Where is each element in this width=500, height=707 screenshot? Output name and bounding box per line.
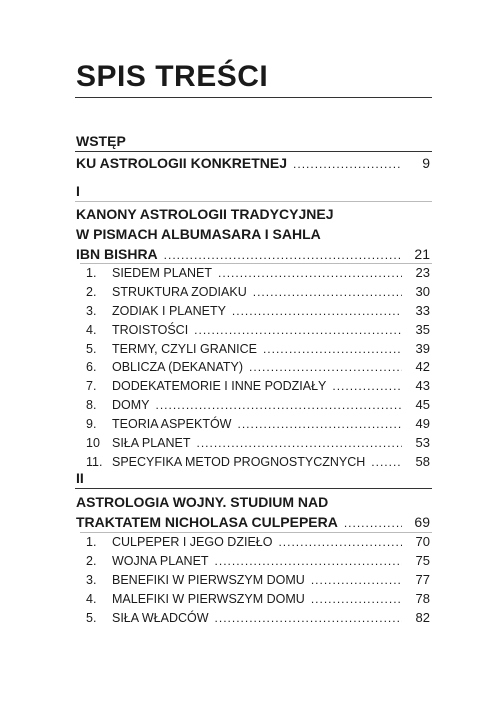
part1-entries: [86, 265, 430, 473]
leader-dots: [164, 245, 402, 265]
intro-label: WSTĘP: [76, 133, 126, 149]
part1-heading-line-3: IBN BISHRA: [76, 246, 158, 262]
entry-title: ZODIAK I PLANETY: [112, 303, 226, 318]
entry-title: TROISTOŚCI: [112, 322, 189, 337]
leader-dots: [371, 455, 402, 469]
page-title: SPIS TREŚCI: [76, 60, 269, 93]
leader-dots: [237, 417, 402, 431]
entry-page-number: 75: [415, 552, 430, 568]
entry-number: 2.: [86, 553, 97, 568]
leader-dots: [194, 323, 402, 337]
entry-number: 4.: [86, 591, 97, 606]
leader-dots: [332, 379, 402, 393]
toc-entry: [86, 553, 430, 572]
entry-number: 1.: [86, 535, 97, 549]
toc-entry: [86, 265, 430, 284]
toc-entry: [86, 359, 430, 378]
leader-dots: [263, 342, 402, 356]
entry-number: 5.: [86, 610, 97, 625]
leader-dots: [218, 266, 402, 280]
entry-page-number: 82: [415, 609, 430, 625]
leader-dots: [278, 535, 402, 549]
toc-entry: [86, 572, 430, 591]
leader-dots: [253, 285, 402, 299]
entry-page-number: 35: [415, 321, 430, 337]
entry-number: 7.: [86, 379, 97, 394]
entry-number: 10: [86, 436, 100, 451]
part2-heading: [76, 492, 430, 533]
leader-dots: [311, 573, 402, 587]
toc-entry: [86, 397, 430, 416]
entry-page-number: 39: [415, 340, 430, 356]
intro-heading-text: KU ASTROLOGII KONKRETNEJ: [76, 155, 288, 171]
entry-page-number: 43: [415, 378, 430, 394]
entry-number: 3.: [86, 572, 97, 587]
entry-title: DODEKATEMORIE I INNE PODZIAŁY: [112, 379, 327, 394]
part2-page-number: 69: [414, 514, 430, 530]
leader-dots: [249, 360, 402, 374]
part1-heading-rule: [80, 263, 432, 264]
toc-entry: [86, 610, 430, 629]
leader-dots: [156, 398, 403, 412]
toc-entry: [86, 454, 430, 473]
entry-page-number: 45: [415, 397, 430, 413]
leader-dots: [215, 611, 402, 625]
entry-title: SPECYFIKA METOD PROGNOSTYCZNYCH: [112, 454, 366, 469]
intro-rule: [75, 151, 432, 152]
toc-entry: [86, 534, 430, 553]
entry-title: CULPEPER I JEGO DZIEŁO: [112, 535, 273, 549]
entry-title: SIEDEM PLANET: [112, 266, 213, 280]
leader-dots: [215, 554, 402, 568]
part2-rule: [75, 488, 432, 489]
entry-title: DOMY: [112, 398, 150, 413]
entry-number: 1.: [86, 266, 97, 280]
entry-number: 9.: [86, 417, 97, 432]
leader-dots: [232, 304, 402, 318]
toc-entry: [86, 435, 430, 454]
entry-page-number: 53: [415, 435, 430, 451]
leader-dots: [293, 154, 402, 174]
part1-heading-line-1: KANONY ASTROLOGII TRADYCYJNEJ: [76, 206, 334, 222]
entry-page-number: 58: [415, 453, 430, 469]
entry-title: SIŁA WŁADCÓW: [112, 610, 209, 625]
toc-entry: [86, 284, 430, 303]
leader-dots: [344, 513, 402, 533]
toc-entry: [86, 303, 430, 322]
toc-entry: [86, 416, 430, 435]
entry-title: TERMY, CZYLI GRANICE: [112, 341, 257, 356]
toc-entry: [86, 378, 430, 397]
part1-rule: [75, 201, 432, 202]
entry-number: 8.: [86, 398, 97, 413]
part2-label: II: [76, 470, 84, 486]
entry-page-number: 42: [415, 359, 430, 375]
entry-page-number: 49: [415, 416, 430, 432]
part2-entries: [86, 534, 430, 628]
entry-page-number: 23: [415, 265, 430, 280]
part2-heading-line-2: TRAKTATEM NICHOLASA CULPEPERA: [76, 514, 338, 530]
entry-title: TEORIA ASPEKTÓW: [112, 417, 232, 432]
intro-page-number: 9: [422, 155, 430, 171]
entry-page-number: 77: [415, 571, 430, 587]
toc-entry: [86, 322, 430, 341]
entry-page-number: 78: [415, 590, 430, 606]
part1-heading: [76, 204, 430, 265]
entry-title: SIŁA PLANET: [112, 436, 191, 451]
leader-dots: [197, 436, 402, 450]
part1-page-number: 21: [414, 246, 430, 262]
entry-title: BENEFIKI W PIERWSZYM DOMU: [112, 572, 305, 587]
toc-entry: [86, 341, 430, 360]
entry-number: 3.: [86, 303, 97, 318]
entry-page-number: 70: [415, 534, 430, 549]
entry-page-number: 33: [415, 302, 430, 318]
entry-title: MALEFIKI W PIERWSZYM DOMU: [112, 591, 305, 606]
entry-number: 6.: [86, 360, 97, 375]
entry-number: 2.: [86, 284, 97, 299]
entry-number: 5.: [86, 341, 97, 356]
part1-heading-line-2: W PISMACH ALBUMASARA I SAHLA: [76, 226, 321, 242]
part1-label: I: [76, 183, 80, 199]
entry-number: 11.: [86, 454, 103, 469]
entry-title: OBLICZA (DEKANATY): [112, 360, 244, 375]
part2-heading-line-1: ASTROLOGIA WOJNY. STUDIUM NAD: [76, 494, 329, 510]
toc-entry: [86, 591, 430, 610]
entry-title: STRUKTURA ZODIAKU: [112, 284, 247, 299]
entry-title: WOJNA PLANET: [112, 553, 209, 568]
intro-heading: [76, 153, 430, 174]
part2-heading-rule: [80, 532, 432, 533]
title-rule: [75, 97, 432, 98]
entry-number: 4.: [86, 322, 97, 337]
leader-dots: [311, 592, 402, 606]
entry-page-number: 30: [415, 283, 430, 299]
